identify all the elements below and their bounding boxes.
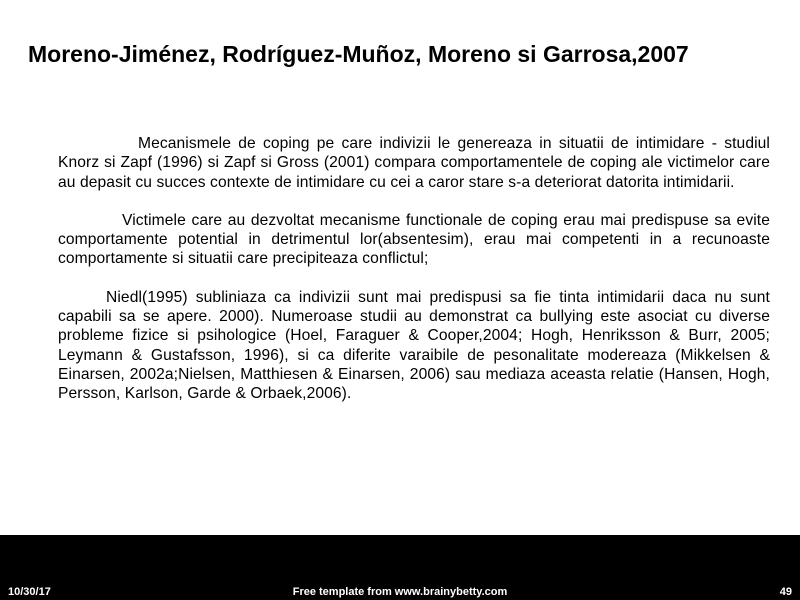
body-paragraph-3: Niedl(1995) subliniaza ca indivizii sunt mai predispusi sa fie tinta intimidarii daca nu sunt capabili sa se apere. 2000). Numeroase studii au demonstrat ca bullying este asociat cu diverse probleme fizice si psihologice (Hoel, Faraguer & Cooper,2004; Hogh, Henriksson & Burr, 2005; Leymann & Gustafsson, 1996), si ca diferite varaibile de pesonalitate modereaza (Mikkelsen & Einarsen, 2002a;Nielsen, Matthiesen & Einarsen, 2006) sau mediaza aceasta relatie (Hansen, Hogh, Persson, Karlson, Garde & Orbaek,2006).: [58, 288, 770, 403]
body-paragraph-1: Mecanismele de coping pe care indivizii le genereaza in situatii de intimidare - studiul Knorz si Zapf (1996) si Zapf si Gross (2001) compara comportamentele de coping ale victimelor care au depasit cu succes contexte de intimidare cu cei a caror stare s-a deteriorat datorita intimidarii.: [58, 135, 770, 191]
slide-body: [58, 134, 770, 423]
footer-date: 10/30/17: [8, 586, 51, 598]
slide-title: Moreno-Jiménez, Rodríguez-Muñoz, Moreno si Garrosa,2007: [28, 41, 689, 67]
footer-credit: Free template from www.brainybetty.com: [292, 586, 508, 598]
body-paragraph-2: Victimele care au dezvoltat mecanisme functionale de coping erau mai predispuse sa evite comportamente potential in detrimentul lor(absentesim), erau mai competenti in a recunoaste comportamente si situatii care precipiteaza conflictul;: [58, 211, 770, 268]
footer-page-number: 49: [779, 586, 792, 598]
footer-band: [0, 535, 800, 600]
